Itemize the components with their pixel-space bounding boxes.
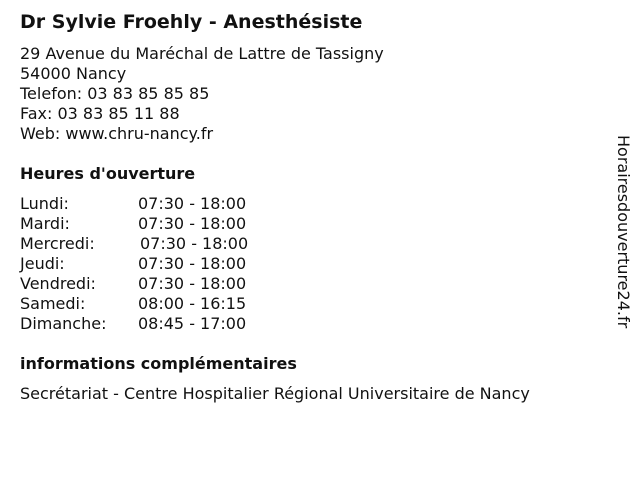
opening-hours-table (20, 194, 280, 334)
hours-row-monday (20, 194, 280, 214)
additional-info-heading: informations complémentaires (20, 354, 297, 373)
opening-hours-heading: Heures d'ouverture (20, 164, 196, 183)
day-label: Vendredi: (20, 274, 96, 293)
time-range: 07:30 - 18:00 (140, 234, 249, 253)
phone-number: Telefon: 03 83 85 85 85 (20, 84, 210, 103)
day-label: Samedi: (20, 294, 86, 313)
additional-info-text: Secrétariat - Centre Hospitalier Régional Universitaire de Nancy (20, 384, 530, 403)
day-label: Dimanche: (20, 314, 107, 333)
address-block (20, 44, 384, 144)
city-postcode: 54000 Nancy (20, 64, 127, 83)
time-range: 08:00 - 16:15 (138, 294, 247, 313)
day-label: Mardi: (20, 214, 70, 233)
day-label: Mercredi: (20, 234, 95, 253)
time-range: 07:30 - 18:00 (138, 214, 247, 233)
hours-row-thursday (20, 254, 280, 274)
website: Web: www.chru-nancy.fr (20, 124, 214, 143)
hours-row-wednesday (20, 234, 280, 254)
time-range: 08:45 - 17:00 (138, 314, 247, 333)
hours-row-sunday (20, 314, 280, 334)
time-range: 07:30 - 18:00 (138, 274, 247, 293)
hours-row-friday (20, 274, 280, 294)
day-label: Lundi: (20, 194, 69, 213)
fax-number: Fax: 03 83 85 11 88 (20, 104, 180, 123)
hours-row-tuesday (20, 214, 280, 234)
page-title: Dr Sylvie Froehly - Anesthésiste (20, 11, 363, 33)
watermark (612, 135, 634, 371)
watermark-text: Horairesdouverture24.fr (614, 135, 633, 329)
time-range: 07:30 - 18:00 (138, 254, 247, 273)
time-range: 07:30 - 18:00 (138, 194, 247, 213)
hours-row-saturday (20, 294, 280, 314)
street-address: 29 Avenue du Maréchal de Lattre de Tassigny (20, 44, 384, 63)
day-label: Jeudi: (20, 254, 65, 273)
